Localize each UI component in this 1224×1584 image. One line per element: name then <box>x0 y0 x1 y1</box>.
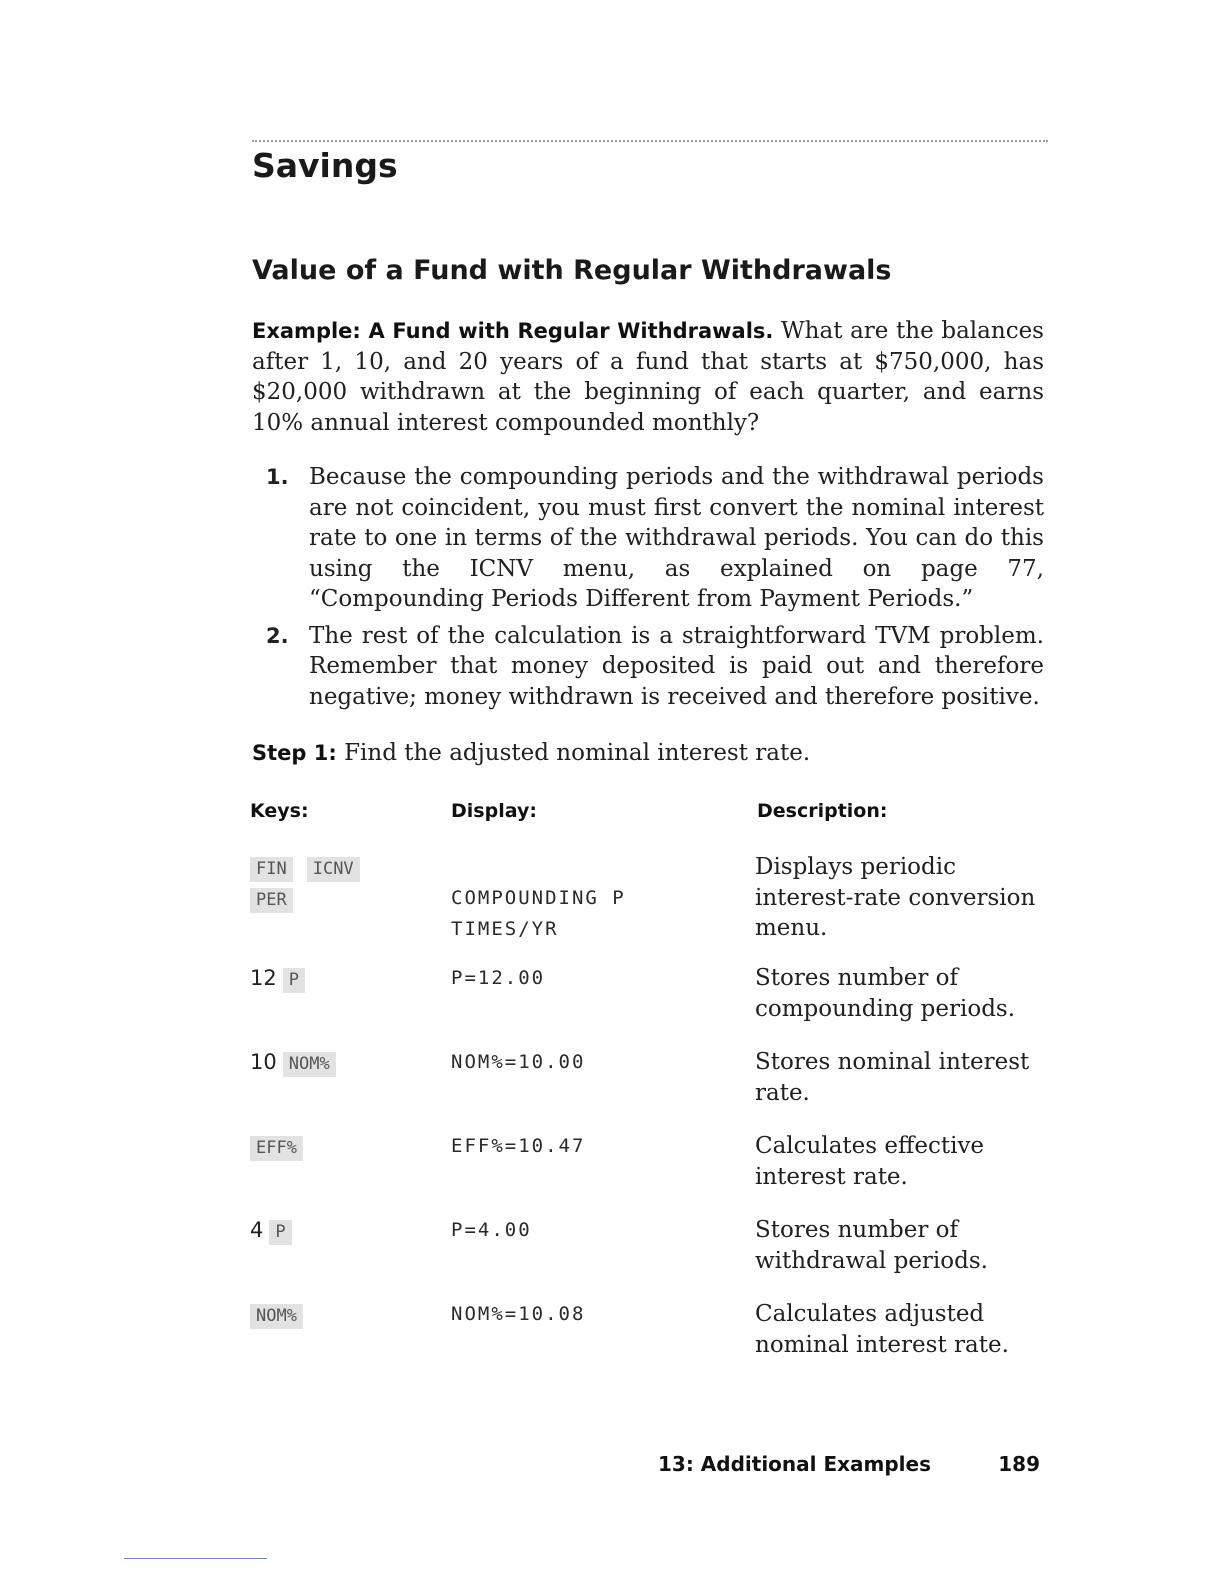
header-rule <box>252 140 1048 142</box>
display-line: COMPOUNDING P <box>451 887 626 909</box>
description-column-header: Description: <box>757 800 888 822</box>
numeric-entry: 12 <box>250 966 277 990</box>
list-item <box>252 462 1044 615</box>
menu-key: FIN <box>250 857 293 882</box>
display-line: EFF%=10.47 <box>451 1135 586 1157</box>
description-cell: Stores number of withdrawal periods. <box>755 1217 988 1274</box>
display-cell <box>451 1299 731 1330</box>
list-text: Because the compounding periods and the withdrawal periods are not coincident, you must first convert the nominal interest rate to one in terms of the withdrawal periods. You can do this using the ICNV menu, as explained on page 77, “Compounding Periods Different from Payment Periods.” <box>309 464 1044 612</box>
key-line <box>250 1299 440 1330</box>
list-number: 2. <box>266 623 289 648</box>
key-line <box>250 1215 440 1246</box>
list-item <box>252 621 1044 713</box>
menu-key: P <box>283 968 305 993</box>
section-title: Savings <box>252 146 398 185</box>
display-column-header: Display: <box>451 800 537 822</box>
numeric-entry: 10 <box>250 1050 277 1074</box>
keys-cell <box>250 1215 440 1246</box>
step-label: Step 1: <box>252 741 337 765</box>
display-line: P=12.00 <box>451 967 546 989</box>
display-line: TIMES/YR <box>451 918 559 940</box>
display-line: P=4.00 <box>451 1219 532 1241</box>
example-text: What are the balances after 1, 10, and 20 years of a fund that starts at $750,000, has $20,000 withdrawn at the beginning of each quarter, and earns 10% annual interest compounded monthly? <box>252 318 1044 436</box>
example-label: Example: A Fund with Regular Withdrawals. <box>252 319 774 343</box>
menu-key: ICNV <box>307 857 360 882</box>
example-paragraph <box>252 316 1044 438</box>
description-cell: Displays periodic interest-rate conversion menu. <box>755 854 1036 941</box>
keys-cell <box>250 1047 440 1078</box>
keys-cell <box>250 1299 440 1330</box>
list-text: The rest of the calculation is a straightforward TVM problem. Remember that money deposited is paid out and therefore negative; money withdrawn is received and therefore positive. <box>309 622 1044 710</box>
menu-key: P <box>269 1220 291 1245</box>
step-heading <box>252 740 810 766</box>
menu-key: NOM% <box>283 1052 336 1077</box>
display-cell <box>451 1047 731 1078</box>
menu-key: NOM% <box>250 1304 303 1329</box>
display-line <box>451 852 731 883</box>
display-cell <box>451 852 731 945</box>
list-number: 1. <box>266 465 289 489</box>
display-cell <box>451 1131 731 1162</box>
key-line <box>250 1131 440 1162</box>
menu-key: EFF% <box>250 1136 303 1161</box>
display-cell <box>451 963 731 994</box>
description-cell: Stores nominal interest rate. <box>755 1049 1030 1106</box>
subsection-title: Value of a Fund with Regular Withdrawals <box>252 255 892 286</box>
page-number: 189 <box>998 1452 1040 1476</box>
procedure-list <box>252 462 1044 718</box>
description-cell: Calculates adjusted nominal interest rate. <box>755 1301 1009 1358</box>
menu-key: PER <box>250 888 293 913</box>
bottom-rule <box>124 1558 267 1559</box>
keys-cell <box>250 963 440 994</box>
chapter-title: 13: Additional Examples <box>658 1452 932 1476</box>
key-line <box>250 883 440 914</box>
key-line <box>250 852 440 883</box>
keys-cell <box>250 1131 440 1162</box>
display-line: NOM%=10.00 <box>451 1051 586 1073</box>
step-text: Find the adjusted nominal interest rate. <box>344 740 811 766</box>
keys-column-header: Keys: <box>250 800 309 822</box>
page-footer <box>658 1452 1040 1476</box>
keys-cell <box>250 852 440 914</box>
description-cell: Stores number of compounding periods. <box>755 965 1016 1022</box>
key-line <box>250 1047 440 1078</box>
numeric-entry: 4 <box>250 1218 264 1242</box>
key-line <box>250 963 440 994</box>
display-line: NOM%=10.08 <box>451 1303 586 1325</box>
description-cell: Calculates effective interest rate. <box>755 1133 985 1190</box>
display-cell <box>451 1215 731 1246</box>
